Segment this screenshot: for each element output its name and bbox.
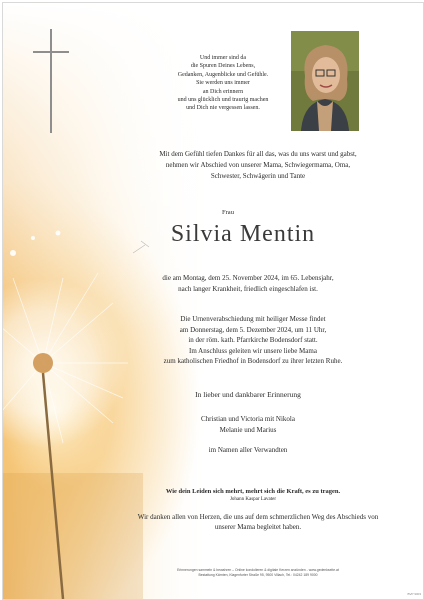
memory-heading: In lieber und dankbarer Erinnerung <box>195 390 301 399</box>
quote: Wie dein Leiden sich mehrt, mehrt sich die Kraft, es zu tragen. <box>165 488 341 495</box>
thanks-text: Mit dem Gefühl tiefen Dankes für all das, was du uns warst und gabst, nehmen wir Abschied von unserer Mama, Schwiegermama, Oma, Schwester, Schwägerin und Tante <box>159 150 357 180</box>
family-names: Christian und Victoria mit Nikola Melanie und Marius <box>201 415 295 434</box>
service-details: Die Urnenverabschiedung mit heiliger Messe findet am Donnerstag, dem 5. Dezember 2024, um 11 Uhr, in der röm. kath. Pfarrkirche Bodensdorf statt. Im Anschluss geleiten wir unsere liebe Mama zum katholischen Friedhof in Bodensdorf zu ihrer letzten Ruhe. <box>163 315 343 365</box>
footer: Erinnerungen sammeln & bewahren – Online kondolieren & digitale Kerzen anzünden - www.gedenkseite.at Bestattung Kärnten, Klagenfurter Straße 95, 9500 Villach, Tel.: 04242 189 9000 <box>177 568 339 577</box>
cross-icon <box>33 29 69 139</box>
portrait-photo <box>291 31 359 131</box>
document-code: BVP 9003 <box>407 592 421 596</box>
death-notice: die am Montag, dem 25. November 2024, im 65. Lebensjahr, nach langer Krankheit, friedlich eingeschlafen ist. <box>162 274 334 293</box>
final-thanks: Wir danken allen von Herzen, die uns auf dem schmerzlichen Weg des Abschieds von unserer Mama begleitet haben. <box>137 513 379 531</box>
relatives-line: im Namen aller Verwandten <box>208 446 288 454</box>
poem: Und immer sind da die Spuren Deines Lebens, Gedanken, Augenblicke und Gefühle. Sie werden uns immer an Dich erinnern und uns glücklich und traurig machen und Dich nie vergessen lassen. <box>177 55 269 112</box>
salutation: Frau <box>222 209 234 216</box>
obituary-page <box>2 2 424 600</box>
quote-author: Johann Kaspar Lavater <box>229 497 277 502</box>
deceased-name: Silvia Mentin <box>170 221 316 247</box>
